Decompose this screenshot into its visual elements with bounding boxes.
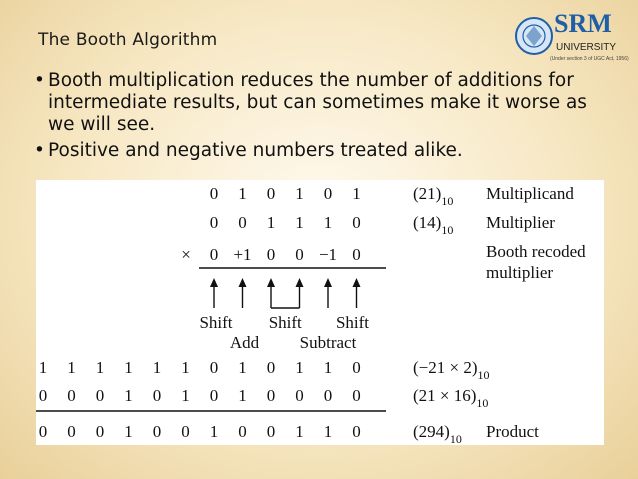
arrow-head (353, 278, 361, 287)
partial1-bit: 1 (181, 358, 190, 377)
recoded-digit: 0 (295, 245, 304, 264)
product-bit: 0 (266, 422, 276, 441)
multiplicand-label: Multiplicand (486, 184, 574, 203)
subtract-label: Subtract (299, 333, 357, 352)
product-value: $(294)_{10}$ (413, 422, 462, 445)
partial2-bit: 0 (67, 386, 76, 405)
partial2-bit: 0 (352, 386, 361, 405)
multiplier-bit: 0 (209, 213, 219, 232)
shift-label-1: Shift (199, 313, 233, 332)
partial1-bit: 1 (152, 358, 162, 377)
multiplicand-bit: 0 (209, 184, 219, 203)
shift-label-2: Shift (268, 313, 302, 332)
partial1-bit: 1 (38, 358, 48, 377)
arrow-head (296, 278, 304, 287)
product-bit: 1 (209, 422, 219, 441)
partial2-bit: 0 (209, 386, 219, 405)
bullet-dot: • (34, 70, 45, 91)
recoded-label-line1: Booth recoded (486, 242, 586, 261)
multiplier-bit: 1 (295, 213, 304, 232)
partial2-bit: 0 (266, 386, 276, 405)
booth-figure (36, 180, 604, 445)
bullet-dot: • (34, 140, 45, 161)
product-bit: 0 (181, 422, 190, 441)
multiplicand-value: $(21)_{10}$ (413, 184, 454, 208)
partial1-bit: 1 (238, 358, 247, 377)
partial2-bit: 0 (152, 386, 162, 405)
recoded-digit: +1 (233, 245, 252, 264)
recoded-digit: 0 (209, 245, 219, 264)
bullet-item (34, 70, 594, 136)
product-bit: 0 (152, 422, 162, 441)
add-label: Add (229, 333, 260, 352)
multiplier-bit: 1 (266, 213, 276, 232)
booth-diagram (36, 180, 604, 445)
arrow-head (210, 278, 218, 287)
arrow-head (239, 278, 247, 287)
partial2-bit: 0 (95, 386, 105, 405)
bullet-text: Booth multiplication reduces the number of additions for intermediate results, but can sometimes make it worse as we will see. (48, 70, 587, 135)
recoded-digit: −1 (318, 245, 338, 264)
partial1-bit: 0 (266, 358, 276, 377)
slide-title: The Booth Algorithm (38, 30, 218, 50)
times-sign: × (181, 245, 191, 264)
logo-name: SRM (554, 9, 612, 38)
partial2-bit: 0 (323, 386, 333, 405)
logo-subtitle: UNIVERSITY (556, 42, 617, 53)
product-bit: 0 (352, 422, 361, 441)
shift-label-3: Shift (335, 313, 370, 332)
recoded-digit: 0 (266, 245, 276, 264)
product-label: Product (486, 422, 539, 441)
arrow-head (324, 278, 332, 287)
partial1-bit: 1 (95, 358, 105, 377)
product-bit: 0 (38, 422, 48, 441)
logo-tagline: (Under section 3 of UGC Act, 1956) (550, 56, 629, 62)
multiplier-label: Multiplier (486, 213, 555, 232)
multiplier-bit: 1 (323, 213, 333, 232)
multiplier-value: $(14)_{10}$ (413, 213, 454, 237)
partial1-bit: 1 (67, 358, 76, 377)
multiplicand-bit: 0 (266, 184, 276, 203)
partial1-bit: 0 (209, 358, 219, 377)
bullet-list (34, 70, 594, 166)
bullet-item (34, 140, 594, 162)
product-bit: 0 (95, 422, 105, 441)
partial2-bit: 1 (181, 386, 190, 405)
multiplicand-bit: 1 (295, 184, 304, 203)
partial2-bit: 1 (124, 386, 133, 405)
srm-university-logo (512, 6, 632, 70)
product-bit: 1 (323, 422, 333, 441)
product-bit: 0 (238, 422, 247, 441)
product-bit: 0 (67, 422, 76, 441)
product-bit: 1 (124, 422, 133, 441)
partial1-bit: 1 (323, 358, 333, 377)
multiplier-bit: 0 (352, 213, 361, 232)
arrow-head (267, 278, 275, 287)
product-bit: 1 (295, 422, 304, 441)
partial2-bit: 0 (295, 386, 304, 405)
partial1-bit: 0 (352, 358, 361, 377)
partial2-value: $(21 \times 16)_{10}$ (413, 386, 489, 410)
partial2-bit: 0 (38, 386, 48, 405)
recoded-digit: 0 (352, 245, 361, 264)
multiplicand-bit: 0 (323, 184, 333, 203)
partial1-bit: 1 (124, 358, 133, 377)
multiplicand-bit: 1 (238, 184, 247, 203)
partial1-value: $(-21 \times 2)_{10}$ (413, 358, 490, 382)
partial1-bit: 1 (295, 358, 304, 377)
recoded-label-line2: multiplier (486, 263, 554, 282)
multiplicand-bit: 1 (352, 184, 361, 203)
partial2-bit: 1 (238, 386, 247, 405)
bullet-text: Positive and negative numbers treated alike. (48, 140, 463, 161)
multiplier-bit: 0 (238, 213, 247, 232)
